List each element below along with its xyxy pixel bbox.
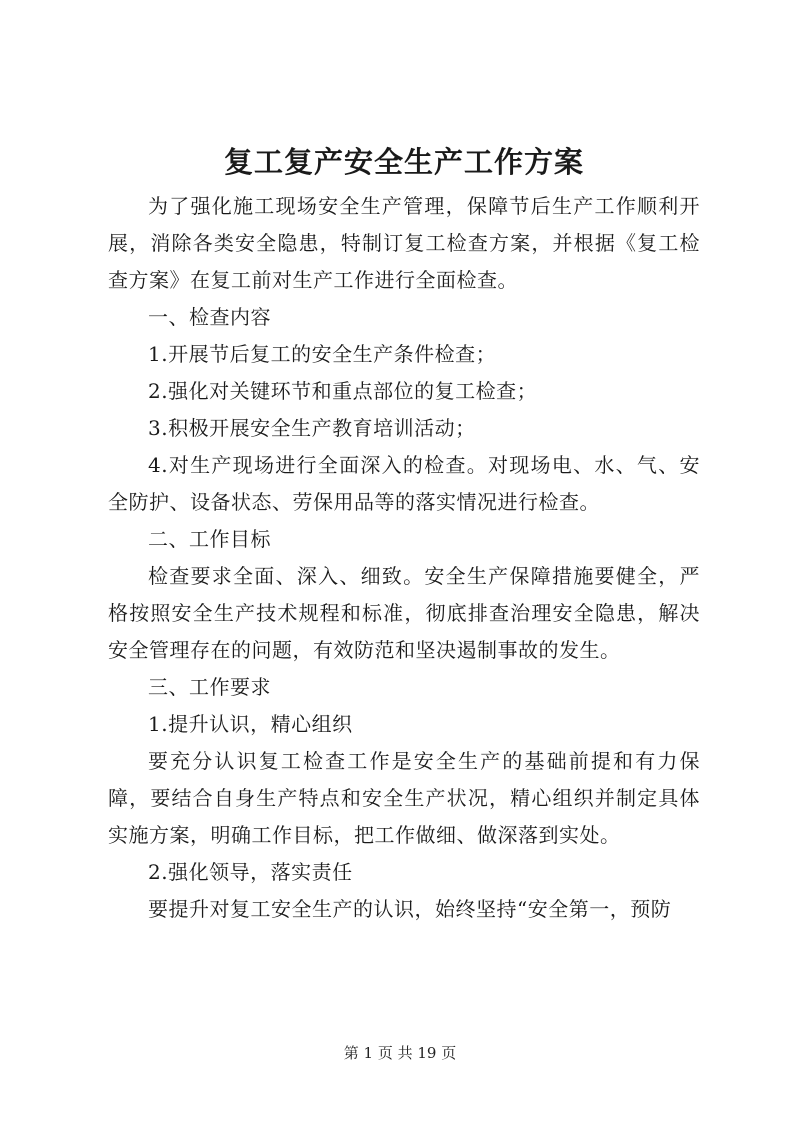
goals-paragraph: 检查要求全面、深入、细致。安全生产保障措施要健全，严格按照安全生产技术规程和标准，彻底排查治理安全隐患，解决安全管理存在的问题，有效防范和坚决遏制事故的发生。 <box>108 564 700 662</box>
document-page <box>108 136 700 928</box>
intro-paragraph: 为了强化施工现场安全生产管理，保障节后生产工作顺利开展，消除各类安全隐患，特制订复工检查方案，并根据《复工检查方案》在复工前对生产工作进行全面检查。 <box>108 194 700 292</box>
list-item-1: 1.开展节后复工的安全生产条件检查； <box>148 342 497 366</box>
subheading-strengthen-leadership: 2.强化领导，落实责任 <box>148 860 353 884</box>
awareness-paragraph: 要充分认识复工检查工作是安全生产的基础前提和有力保障，要结合自身生产特点和安全生产状况，精心组织并制定具体实施方案，明确工作目标，把工作做细、做深落到实处。 <box>108 749 700 847</box>
list-item-2: 2.强化对关键环节和重点部位的复工检查； <box>148 379 538 403</box>
section-heading-inspection-content: 一、检查内容 <box>148 305 271 329</box>
page-footer: 第 1 页 共 19 页 <box>343 1044 457 1062</box>
list-item-4: 4.对生产现场进行全面深入的检查。对现场电、水、气、安全防护、设备状态、劳保用品等的落实情况进行检查。 <box>108 453 700 514</box>
section-heading-work-goals: 二、工作目标 <box>148 527 271 551</box>
section-heading-work-requirements: 三、工作要求 <box>148 675 271 699</box>
document-title: 复工复产安全生产工作方案 <box>223 145 584 179</box>
subheading-raise-awareness: 1.提升认识，精心组织 <box>148 712 353 736</box>
list-item-3: 3.积极开展安全生产教育培训活动； <box>148 416 476 440</box>
leadership-paragraph: 要提升对复工安全生产的认识，始终坚持“安全第一，预防 <box>148 897 672 921</box>
